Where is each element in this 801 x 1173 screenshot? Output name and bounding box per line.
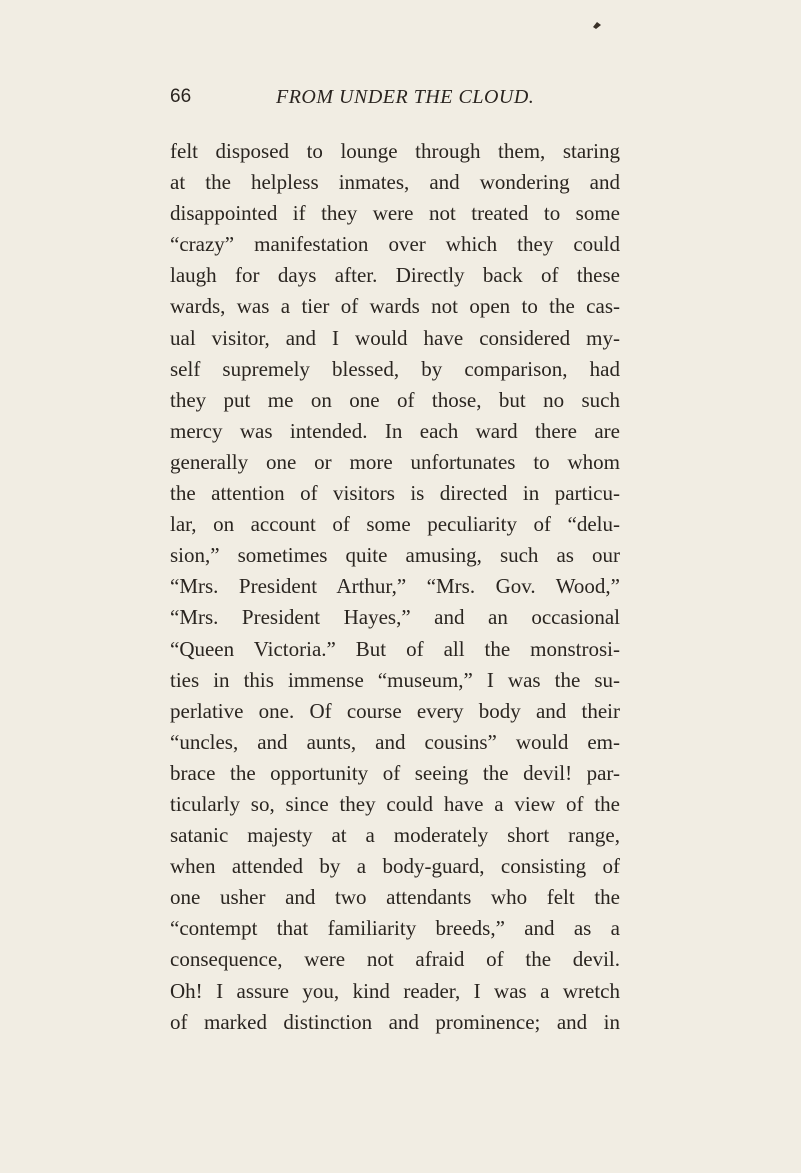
text-line: laugh for days after. Directly back of these [170,263,620,288]
text-line: brace the opportunity of seeing the devil! par- [170,760,620,785]
text-line: sion,” sometimes quite amusing, such as our [170,543,620,568]
text-line: ual visitor, and I would have considered my- [170,325,620,350]
page-number: 66 [170,86,192,107]
text-line: self supremely blessed, by comparison, had [170,356,620,381]
text-line: “uncles, and aunts, and cousins” would em- [170,729,620,754]
text-line: they put me on one of those, but no such [170,387,620,412]
text-line: “crazy” manifestation over which they could [170,232,620,257]
page-header [170,86,610,112]
text-line: consequence, were not afraid of the devil. [170,947,620,972]
text-line: “Mrs. President Hayes,” and an occasional [170,605,620,630]
text-line: disappointed if they were not treated to some [170,201,620,226]
text-line: felt disposed to lounge through them, staring [170,139,620,163]
text-line: one usher and two attendants who felt the [170,885,620,910]
text-line: “Mrs. President Arthur,” “Mrs. Gov. Wood,” [170,574,620,599]
text-line: lar, on account of some peculiarity of “delu- [170,512,620,537]
text-line: of marked distinction and prominence; and in [170,1009,620,1034]
text-line: Oh! I assure you, kind reader, I was a wretch [170,978,620,1003]
text-line: “Queen Victoria.” But of all the monstrosi- [170,636,620,661]
text-line: ties in this immense “museum,” I was the su- [170,667,620,692]
text-line: the attention of visitors is directed in particu- [170,481,620,506]
text-line: when attended by a body-guard, consisting of [170,854,620,879]
running-title: FROM UNDER THE CLOUD. [276,86,535,108]
text-line: at the helpless inmates, and wondering and [170,170,620,195]
ink-mark-icon [592,20,602,30]
text-line: wards, was a tier of wards not open to the cas- [170,294,620,319]
text-line: generally one or more unfortunates to whom [170,449,620,474]
text-line: “contempt that familiarity breeds,” and as a [170,916,620,941]
text-line: perlative one. Of course every body and their [170,698,620,723]
body-text [170,136,620,1038]
text-line: mercy was intended. In each ward there are [170,418,620,443]
text-line: ticularly so, since they could have a view of the [170,791,620,816]
text-line: satanic majesty at a moderately short range, [170,823,620,848]
